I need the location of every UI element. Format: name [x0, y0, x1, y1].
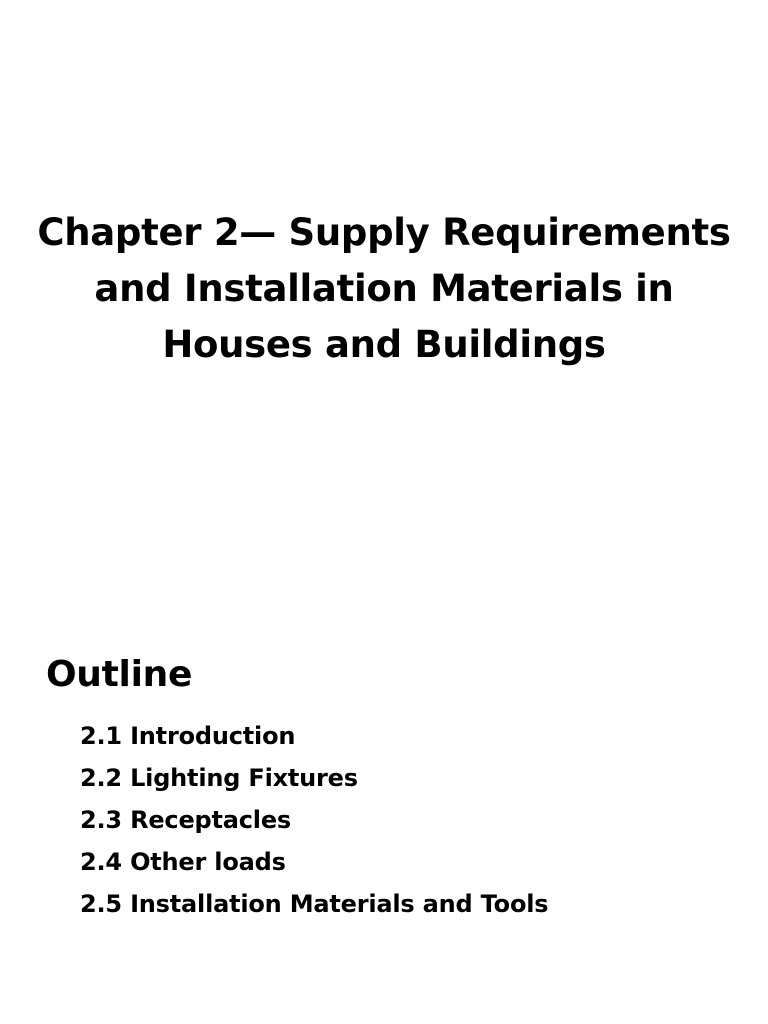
outline-item-lighting-fixtures: 2.2 Lighting Fixtures: [80, 764, 358, 792]
chapter-title-line-2: and Installation Materials in: [94, 267, 674, 310]
outline-list: [80, 715, 548, 925]
outline-item-other-loads: 2.4 Other loads: [80, 848, 286, 876]
outline-heading: Outline: [46, 654, 193, 695]
chapter-title: [20, 205, 748, 373]
chapter-title-line-3: Houses and Buildings: [162, 323, 606, 366]
outline-item-receptacles: 2.3 Receptacles: [80, 806, 291, 834]
outline-item-introduction: 2.1 Introduction: [80, 722, 296, 750]
outline-item-installation-materials: 2.5 Installation Materials and Tools: [80, 890, 549, 918]
chapter-title-line-1: Chapter 2— Supply Requirements: [37, 211, 731, 254]
